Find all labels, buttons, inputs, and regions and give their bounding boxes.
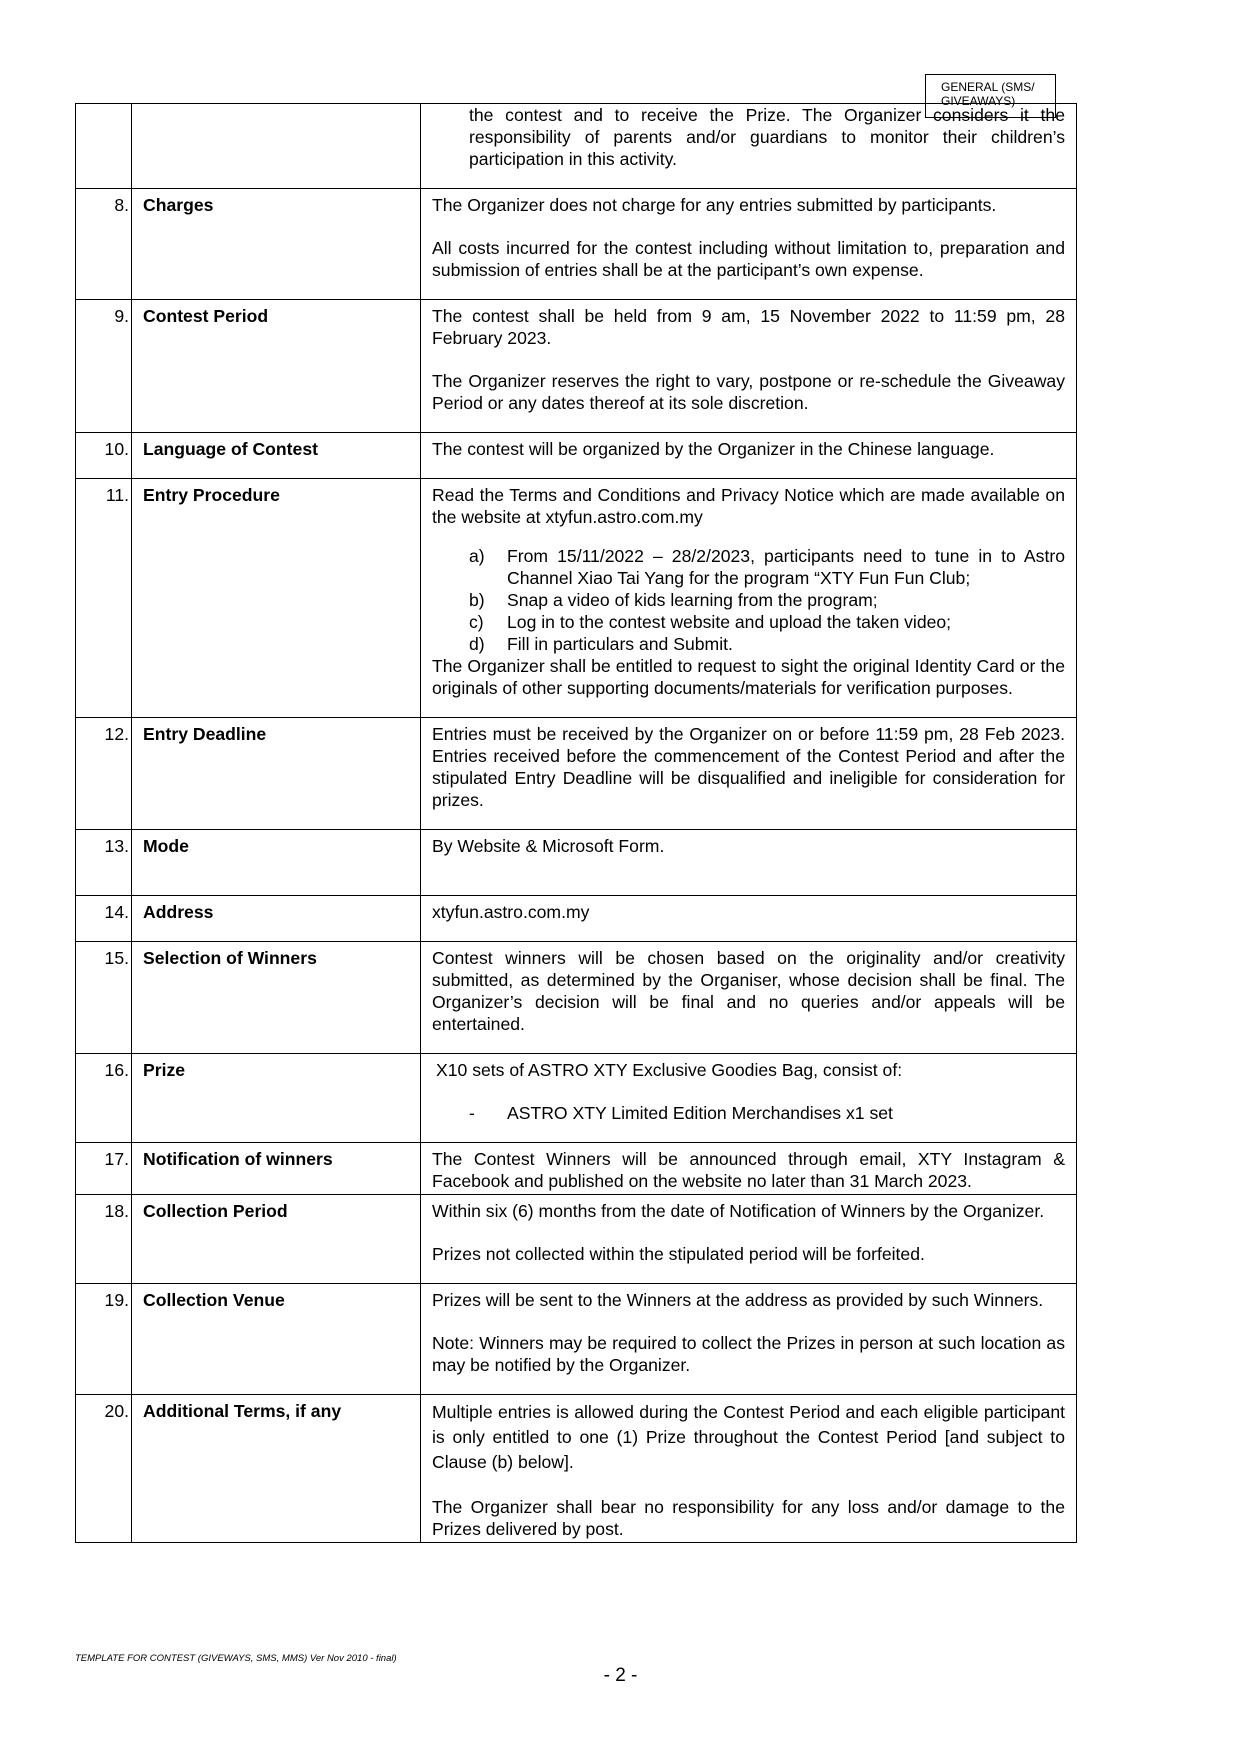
paragraph: The Organizer reserves the right to vary, postpone or re-schedule the Giveaway Period or any dates thereof at its sole discretion. (432, 371, 1065, 413)
table-row-additional-terms (76, 1395, 1077, 1543)
row-value (421, 1195, 1077, 1284)
row-number: 14. (76, 896, 132, 942)
list-marker: a) (469, 546, 485, 566)
table-row-notification (76, 1143, 1077, 1195)
row-value (421, 718, 1077, 830)
row-value (421, 896, 1077, 942)
row-number: 19. (76, 1284, 132, 1395)
paragraph: Within six (6) months from the date of Notification of Winners by the Organizer. (432, 1201, 1045, 1221)
list-item (469, 633, 1065, 655)
row-value (421, 830, 1077, 896)
table-row-contest-period (76, 300, 1077, 433)
paragraph: Contest winners will be chosen based on the originality and/or creativity submitted, as determined by the Organiser, whose decision shall be final. The Organizer’s decision will be final and no queries and/or appeals will be entertained. (432, 948, 1065, 1034)
row-label: Collection Period (132, 1195, 421, 1284)
list-item-text: ASTRO XTY Limited Edition Merchandises x1 set (507, 1103, 893, 1123)
row-value (421, 479, 1077, 718)
list-marker: - (469, 1103, 475, 1123)
list-marker: d) (469, 634, 485, 654)
paragraph: The Contest Winners will be announced through email, XTY Instagram & Facebook and published on the website no later than 31 March 2023. (432, 1149, 1065, 1191)
list-marker: b) (469, 590, 485, 610)
row-label: Selection of Winners (132, 942, 421, 1054)
row-number: 18. (76, 1195, 132, 1284)
page-number: - 2 - (603, 1665, 638, 1686)
paragraph: The Organizer shall bear no responsibility for any loss and/or damage to the Prizes delivered by post. (432, 1497, 1065, 1539)
row-number: 17. (76, 1143, 132, 1195)
row-number: 12. (76, 718, 132, 830)
template-footer-note: TEMPLATE FOR CONTEST (GIVEWAYS, SMS, MMS) Ver Nov 2010 - final) (75, 1653, 397, 1664)
row-value (421, 104, 1077, 189)
row-label: Collection Venue (132, 1284, 421, 1395)
list-item-text: Fill in particulars and Submit. (507, 634, 733, 654)
list-item-text: Snap a video of kids learning from the program; (507, 590, 878, 610)
row-label: Contest Period (132, 300, 421, 433)
row-number: 11. (76, 479, 132, 718)
paragraph: The contest shall be held from 9 am, 15 November 2022 to 11:59 pm, 28 February 2023. (432, 306, 1065, 348)
table-row-address (76, 896, 1077, 942)
row-label: Mode (132, 830, 421, 896)
list-item-text: From 15/11/2022 – 28/2/2023, participants need to tune in to Astro Channel Xiao Tai Yang for the program “XTY Fun Fun Club; (507, 546, 1065, 588)
row-number: 8. (76, 189, 132, 300)
paragraph: The Organizer shall be entitled to request to sight the original Identity Card or the originals of other supporting documents/materials for verification purposes. (432, 656, 1065, 698)
row-number: 10. (76, 433, 132, 479)
row-value (421, 942, 1077, 1054)
paragraph: The Organizer does not charge for any entries submitted by participants. (432, 195, 997, 215)
table-row-selection-of-winners (76, 942, 1077, 1054)
table-row-collection-period (76, 1195, 1077, 1284)
paragraph: Multiple entries is allowed during the Contest Period and each eligible participant is only entitled to one (1) Prize throughout the Contest Period [and subject to Clause (b) below]. (432, 1402, 1065, 1472)
paragraph: Note: Winners may be required to collect the Prizes in person at such location as may be notified by the Organizer. (432, 1333, 1065, 1375)
table-row-prize (76, 1054, 1077, 1143)
classification-stamp: GENERAL (SMS/ GIVEAWAYS) (925, 74, 1056, 118)
table-row-entry-procedure (76, 479, 1077, 718)
row-number: 16. (76, 1054, 132, 1143)
list-item (469, 545, 1065, 589)
row-number (76, 104, 132, 189)
row-label: Language of Contest (132, 433, 421, 479)
paragraph: Entries must be received by the Organizer on or before 11:59 pm, 28 Feb 2023. Entries received before the commencement of the Contest Period and after the stipulated Entry Deadline will be disqualified and ineligible for consideration for prizes. (432, 724, 1065, 810)
row-label: Entry Deadline (132, 718, 421, 830)
row-value (421, 1284, 1077, 1395)
row-label: Entry Procedure (132, 479, 421, 718)
table-row-charges (76, 189, 1077, 300)
row-label (132, 104, 421, 189)
row-label: Address (132, 896, 421, 942)
row-value (421, 1143, 1077, 1195)
row-number: 20. (76, 1395, 132, 1543)
row-label: Prize (132, 1054, 421, 1143)
list-item (469, 611, 1065, 633)
row-value (421, 1395, 1077, 1543)
row-label: Charges (132, 189, 421, 300)
terms-table (75, 103, 1077, 1543)
paragraph: By Website & Microsoft Form. (432, 836, 665, 856)
paragraph: xtyfun.astro.com.my (432, 902, 590, 922)
table-row-continuation (76, 104, 1077, 189)
continuation-text: the contest and to receive the Prize. The Organizer considers it the responsibility of parents and/or guardians to monitor their children’s participation in this activity. (469, 105, 1065, 169)
row-number: 15. (76, 942, 132, 1054)
row-number: 9. (76, 300, 132, 433)
paragraph: The contest will be organized by the Organizer in the Chinese language. (432, 439, 995, 459)
table-row-mode (76, 830, 1077, 896)
row-number: 13. (76, 830, 132, 896)
paragraph: All costs incurred for the contest including without limitation to, preparation and submission of entries shall be at the participant’s own expense. (432, 238, 1065, 280)
paragraph: X10 sets of ASTRO XTY Exclusive Goodies Bag, consist of: (436, 1060, 903, 1080)
paragraph: Prizes will be sent to the Winners at the address as provided by such Winners. (432, 1290, 1044, 1310)
table-row-entry-deadline (76, 718, 1077, 830)
table-row-collection-venue (76, 1284, 1077, 1395)
prize-item (432, 1102, 1065, 1124)
list-marker: c) (469, 612, 484, 632)
paragraph: Read the Terms and Conditions and Privacy Notice which are made available on the website at xtyfun.astro.com.my (432, 485, 1065, 527)
row-label: Additional Terms, if any (132, 1395, 421, 1543)
row-value (421, 433, 1077, 479)
row-value (421, 300, 1077, 433)
paragraph: Prizes not collected within the stipulated period will be forfeited. (432, 1244, 925, 1264)
row-value (421, 189, 1077, 300)
table-row-language (76, 433, 1077, 479)
procedure-list (432, 545, 1065, 655)
list-item (469, 589, 1065, 611)
row-label: Notification of winners (132, 1143, 421, 1195)
row-value (421, 1054, 1077, 1143)
list-item-text: Log in to the contest website and upload the taken video; (507, 612, 952, 632)
